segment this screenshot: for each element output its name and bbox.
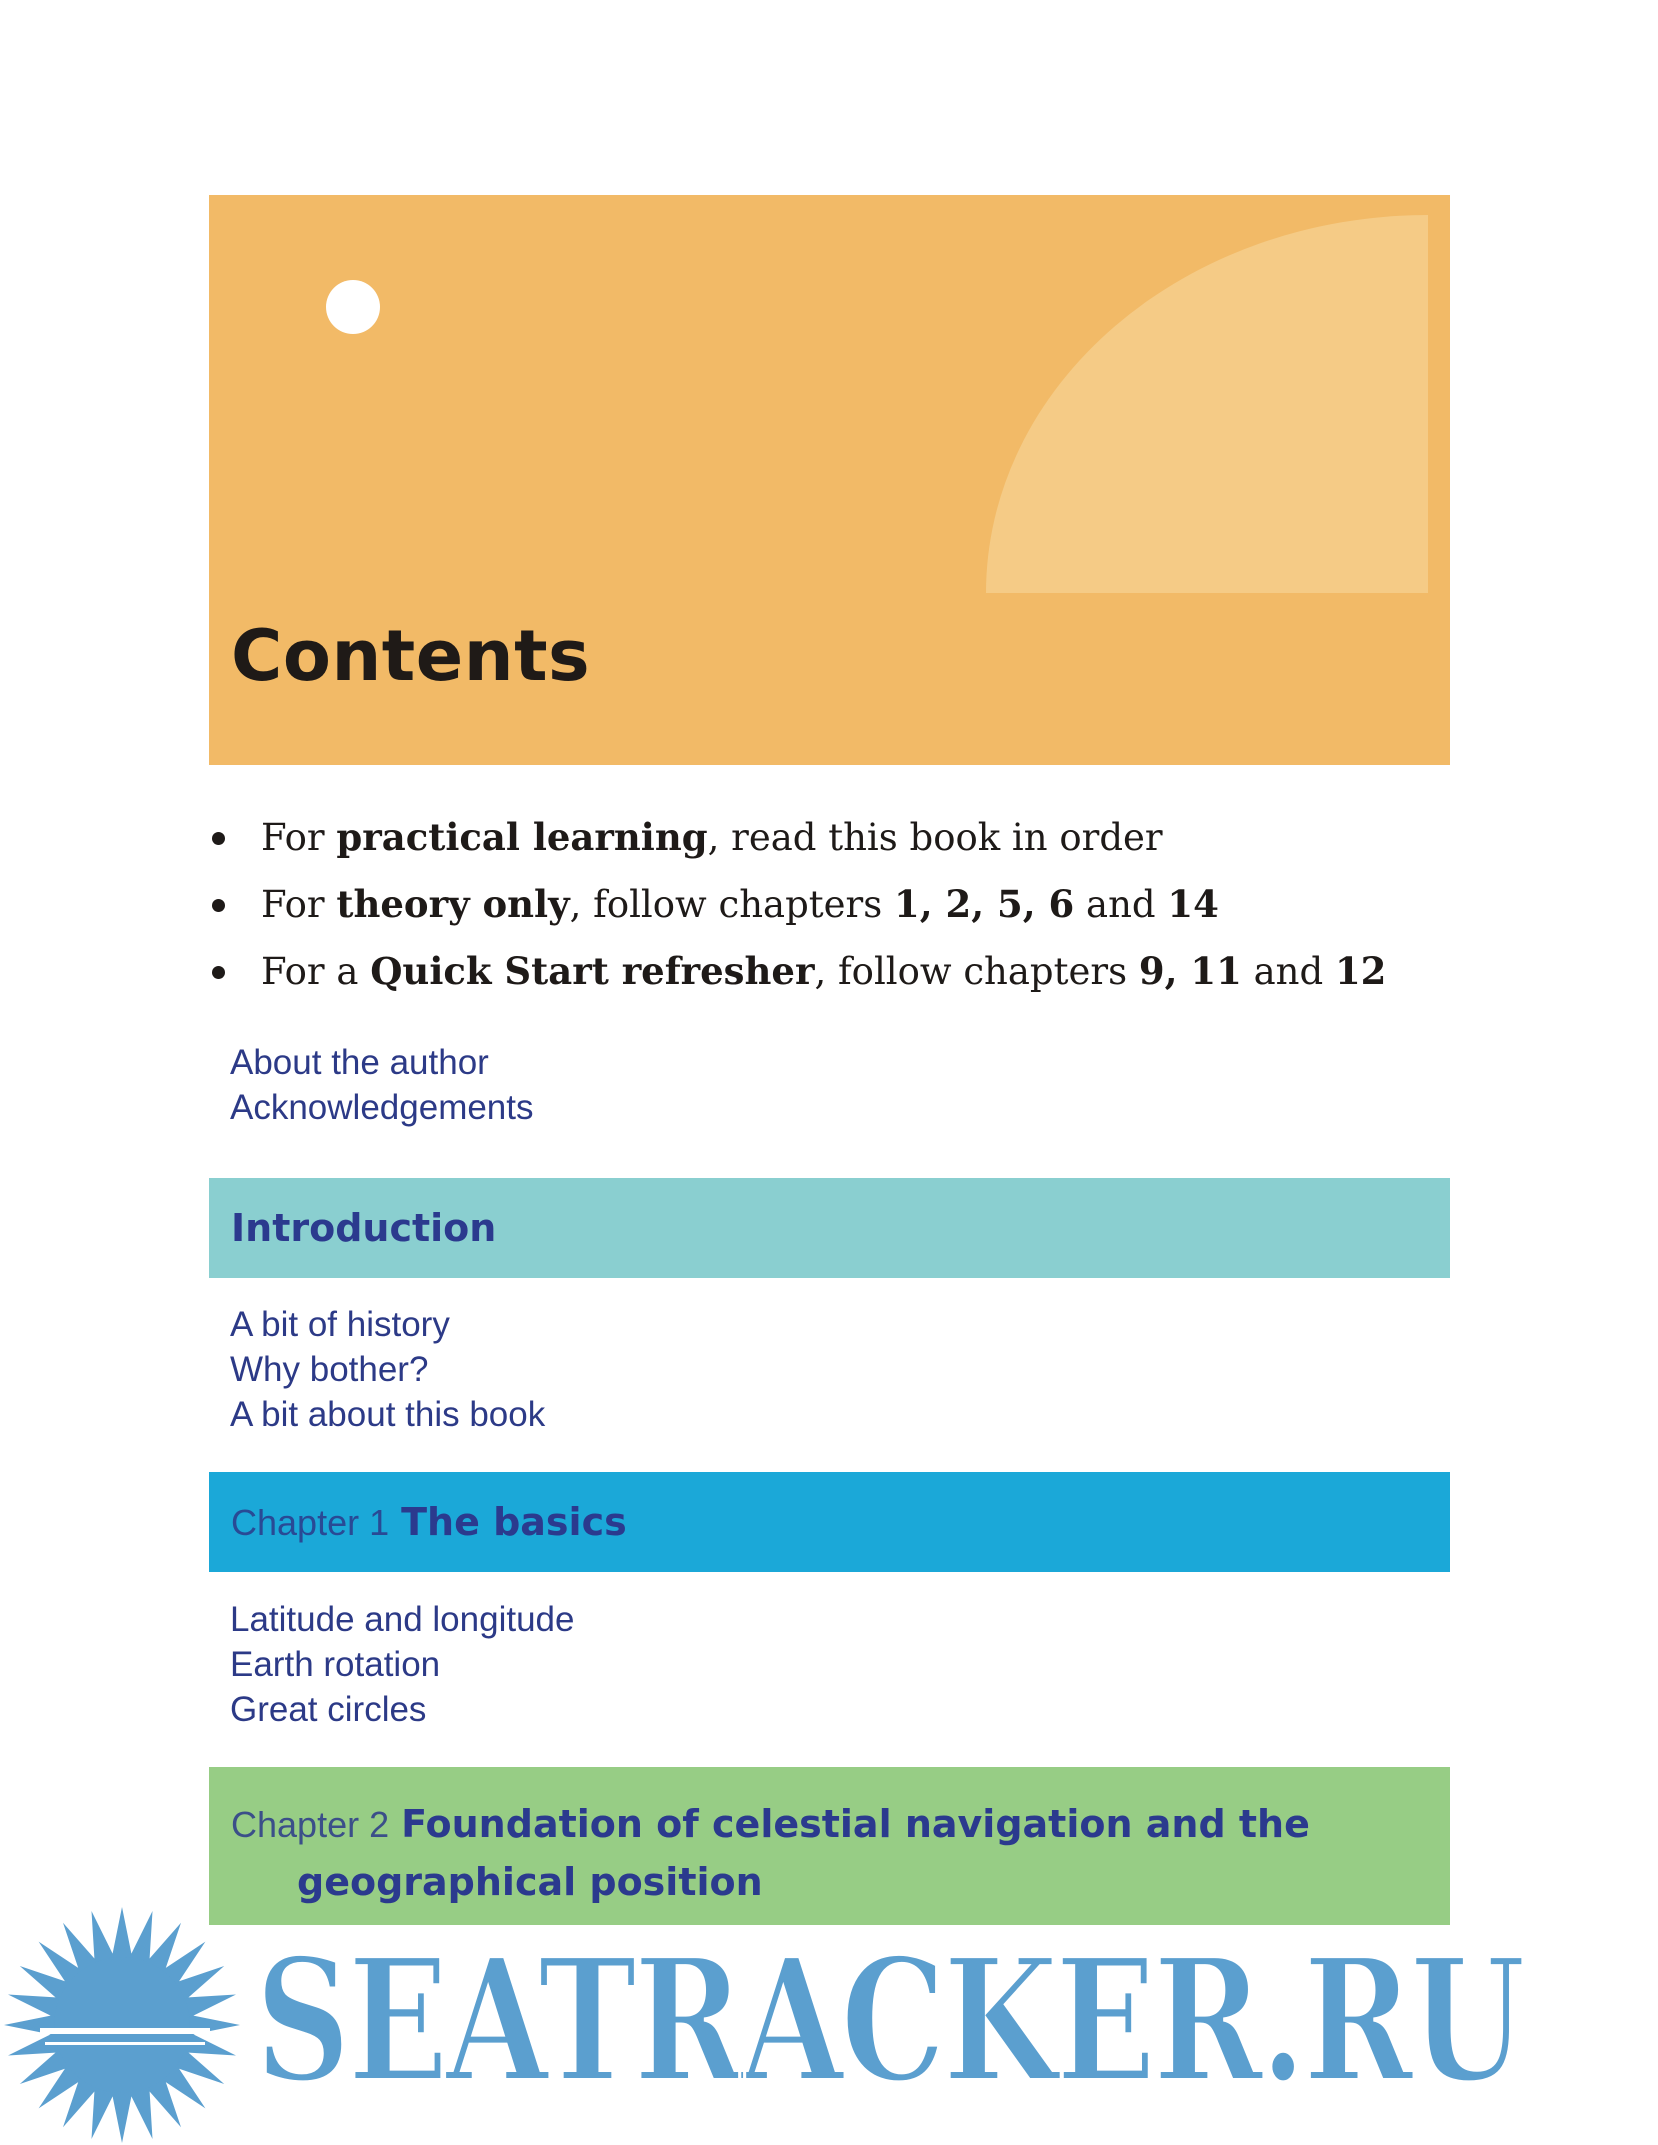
introduction-heading-band[interactable] [209, 1178, 1450, 1278]
guide-text: and [1074, 883, 1168, 926]
chapter-1-title: The basics [401, 1500, 627, 1544]
reading-guide-item [209, 949, 1450, 1016]
guide-text: and [1241, 950, 1335, 993]
emphasis-text: 14 [1167, 882, 1219, 926]
toc-item-about-author[interactable]: About the author [230, 1043, 489, 1082]
guide-text: For [261, 883, 337, 926]
emphasis-text: practical learning [336, 815, 708, 859]
introduction-title: Introduction [231, 1206, 497, 1250]
toc-item[interactable]: A bit about this book [230, 1395, 546, 1434]
page-title: Contents [231, 615, 591, 697]
guide-text: For a [261, 950, 371, 993]
introduction-items [230, 1302, 545, 1437]
chapter-2-title-line2: geographical position [297, 1860, 763, 1904]
chapter-1-items [230, 1597, 574, 1732]
emphasis-text: 9, 11 [1138, 949, 1242, 993]
contents-header-banner [209, 195, 1450, 765]
guide-text: , follow chapters [814, 950, 1139, 993]
watermark [0, 1900, 1658, 2145]
toc-item[interactable]: A bit of history [230, 1305, 450, 1344]
front-matter-list [230, 1040, 534, 1130]
emphasis-text: Quick Start refresher [370, 949, 815, 993]
emphasis-text: theory only [336, 882, 570, 926]
chapter-1-label: Chapter 1 [231, 1502, 390, 1543]
toc-item[interactable]: Why bother? [230, 1350, 429, 1389]
decorative-dot [326, 280, 380, 334]
reading-guide-item [209, 882, 1450, 949]
chapter-2-title-line1: Foundation of celestial navigation and the [401, 1802, 1310, 1846]
decorative-quarter-circle [986, 215, 1428, 593]
chapter-1-heading-band[interactable] [209, 1472, 1450, 1572]
toc-item-acknowledgements[interactable]: Acknowledgements [230, 1088, 534, 1127]
sun-logo-icon [0, 1900, 245, 2145]
toc-item[interactable]: Earth rotation [230, 1645, 441, 1684]
toc-item[interactable]: Latitude and longitude [230, 1600, 575, 1639]
guide-text: , read this book in order [707, 816, 1163, 859]
reading-guide-item [209, 815, 1450, 882]
guide-text: For [261, 816, 337, 859]
toc-item[interactable]: Great circles [230, 1690, 427, 1729]
watermark-text: SEATRACKER.RU [255, 1921, 1523, 2121]
guide-text: , follow chapters [569, 883, 894, 926]
emphasis-text: 1, 2, 5, 6 [893, 882, 1075, 926]
chapter-2-label: Chapter 2 [231, 1804, 390, 1845]
reading-guide-list [209, 815, 1450, 1016]
emphasis-text: 12 [1334, 949, 1387, 993]
